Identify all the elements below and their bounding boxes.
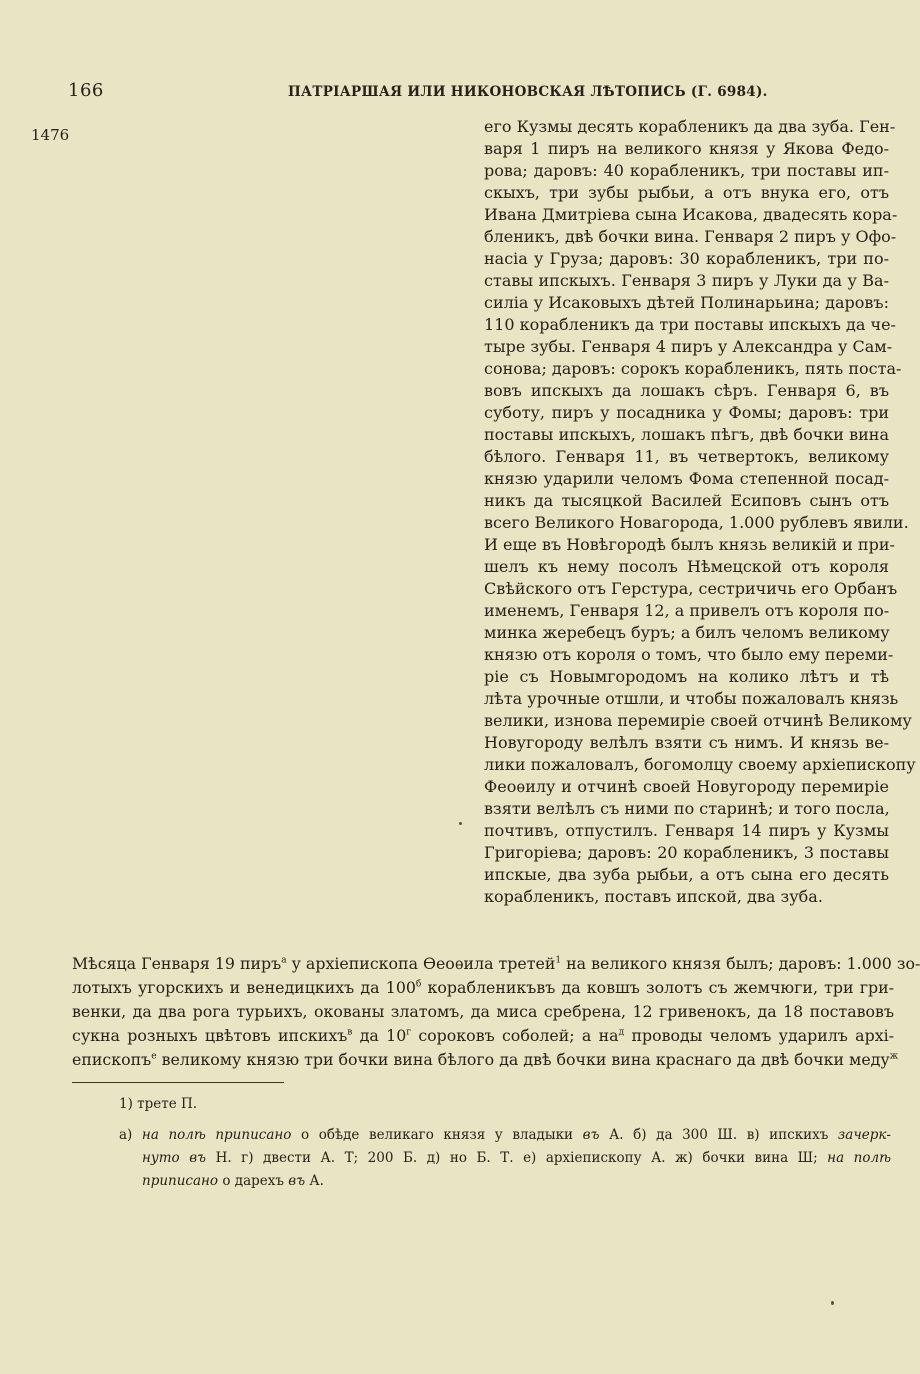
text-line: сонова; даровъ: сорокъ корабленикъ, пять поста- — [484, 359, 902, 378]
right-column-text — [484, 116, 916, 908]
margin-year: 1476 — [31, 126, 70, 144]
text-line: ипскые, два зуба рыбьи, а отъ сына его десять — [484, 865, 889, 884]
text-line: Мѣсяца Генваря 19 пиръ$^а$ у архіепископа Ѳеоѳила третей$^1$ на великого князя былъ; даровъ: 1.000 зо- — [72, 954, 920, 973]
text-line: Феоѳилу и отчинѣ своей Новугороду перемиріе — [484, 777, 889, 796]
text-line: сукна розныхъ цвѣтовъ ипскихъ$^в$ да $10^г$ сороковъ соболей; а $на^д$ проводы челомъ ударилъ архі- — [72, 1026, 894, 1045]
text-line: И еще въ Новѣгородѣ былъ князь великій и при- — [484, 535, 895, 554]
text-line: князю ударили челомъ Фома степенной посад- — [484, 469, 889, 488]
text-line: тыре зубы. Генваря 4 пиръ у Александра у Сам- — [484, 337, 893, 356]
ink-spot — [459, 822, 462, 825]
text-line: вовъ ипскыхъ да лошакъ сѣръ. Генваря 6, въ — [484, 381, 889, 400]
text-line: 110 корабленикъ да три поставы ипскыхъ да че- — [484, 315, 896, 334]
text-line: скыхъ, три зубы рыбьи, а отъ внука его, отъ — [484, 183, 889, 202]
text-line: варя 1 пиръ на великого князя у Якова Федо- — [484, 139, 889, 158]
footnote-variants — [119, 1124, 891, 1193]
footnote-numbered: 1) трете П. — [119, 1096, 198, 1112]
text-line: Ивана Дмитріева сына Исакова, двадесять кора- — [484, 205, 898, 224]
text-line: Свѣйского отъ Герстура, сестричичь его Орбанъ — [484, 579, 898, 598]
text-line: лѣта урочные отшли, и чтобы пожаловалъ князь — [484, 689, 899, 708]
text-line: велики, изнова перемиріе своей отчинѣ Великому — [484, 711, 912, 730]
text-line: взяти велѣлъ съ ними по старинѣ; и того посла, — [484, 799, 890, 818]
text-line: бленикъ, двѣ бочки вина. Генваря 2 пиръ у Офо- — [484, 227, 897, 246]
text-line: шелъ къ нему посолъ Нѣмецской отъ короля — [484, 557, 889, 576]
text-line: именемъ, Генваря 12, а привелъ отъ короля по- — [484, 601, 890, 620]
page-number: 166 — [68, 80, 104, 101]
text-line: бѣлого. Генваря 11, въ четвертокъ, великому — [484, 447, 889, 466]
text-line: корабленикъ, поставъ ипской, два зуба. — [484, 887, 823, 906]
text-line: насіа у Груза; даровъ: 30 корабленикъ, три по- — [484, 249, 889, 268]
footnote-rule — [72, 1082, 284, 1083]
full-width-text — [72, 952, 920, 1072]
text-line: венки, да два рога турьихъ, окованы златомъ, да миса сребрена, 12 гривенокъ, да 18 поставовъ — [72, 1002, 894, 1021]
ink-spot — [831, 1301, 834, 1305]
text-line: лотыхъ угорскихъ и венедицкихъ да $100^б$ корабленикъвъ да ковшъ золотъ съ жемчюги, три гри- — [72, 978, 894, 997]
text-line: лики пожаловалъ, богомолцу своему архіепископу — [484, 755, 916, 774]
text-line: почтивъ, отпустилъ. Генваря 14 пиръ у Кузмы — [484, 821, 889, 840]
footnote-line: приписано о дарехъ въ А. — [142, 1173, 324, 1189]
text-line: всего Великого Новагорода, 1.000 рублевъ явили. — [484, 513, 909, 532]
text-line: силіа у Исаковыхъ дѣтей Полинарьина; даровъ: — [484, 293, 889, 312]
text-line: Григоріева; даровъ: 20 корабленикъ, 3 поставы — [484, 843, 889, 862]
text-line: ріе съ Новымгородомъ на колико лѣтъ и тѣ — [484, 667, 889, 686]
text-line: его Кузмы десять корабленикъ да два зуба. Ген- — [484, 117, 896, 136]
running-head: ПАТРІАРШАЯ ИЛИ НИКОНОВСКАЯ ЛѢТОПИСЬ (Г. 6984). — [288, 84, 768, 100]
text-line: минка жеребецъ буръ; а билъ челомъ великому — [484, 623, 890, 642]
text-line: ставы ипскыхъ. Генваря 3 пиръ у Луки да у Ва- — [484, 271, 889, 290]
text-line: суботу, пиръ у посадника у Фомы; даровъ: три — [484, 403, 889, 422]
text-line: епископъ$^е$ великому князю три бочки вина бѣлого да двѣ бочки вина краснаго да двѣ бочки меду$^ж$ — [72, 1050, 898, 1069]
text-line: никъ да тысяцкой Василей Есиповъ сынъ отъ — [484, 491, 889, 510]
text-line: поставы ипскыхъ, лошакъ пѣгъ, двѣ бочки вина — [484, 425, 889, 444]
footnote-line: а) на полѣ приписано о обѣде великаго князя у владыки въ А. б) да 300 Ш. в) ипскихъ зачерк- — [119, 1127, 891, 1143]
text-line: рова; даровъ: 40 корабленикъ, три поставы ип- — [484, 161, 889, 180]
text-line: Новугороду велѣлъ взяти съ нимъ. И князь ве- — [484, 733, 889, 752]
footnote-line: нуто въ Н. г) двести А. Т; 200 Б. д) но Б. Т. е) архіепископу А. ж) бочки вина Ш; на полѣ — [142, 1150, 891, 1166]
text-line: князю отъ короля о томъ, что было ему переми- — [484, 645, 894, 664]
